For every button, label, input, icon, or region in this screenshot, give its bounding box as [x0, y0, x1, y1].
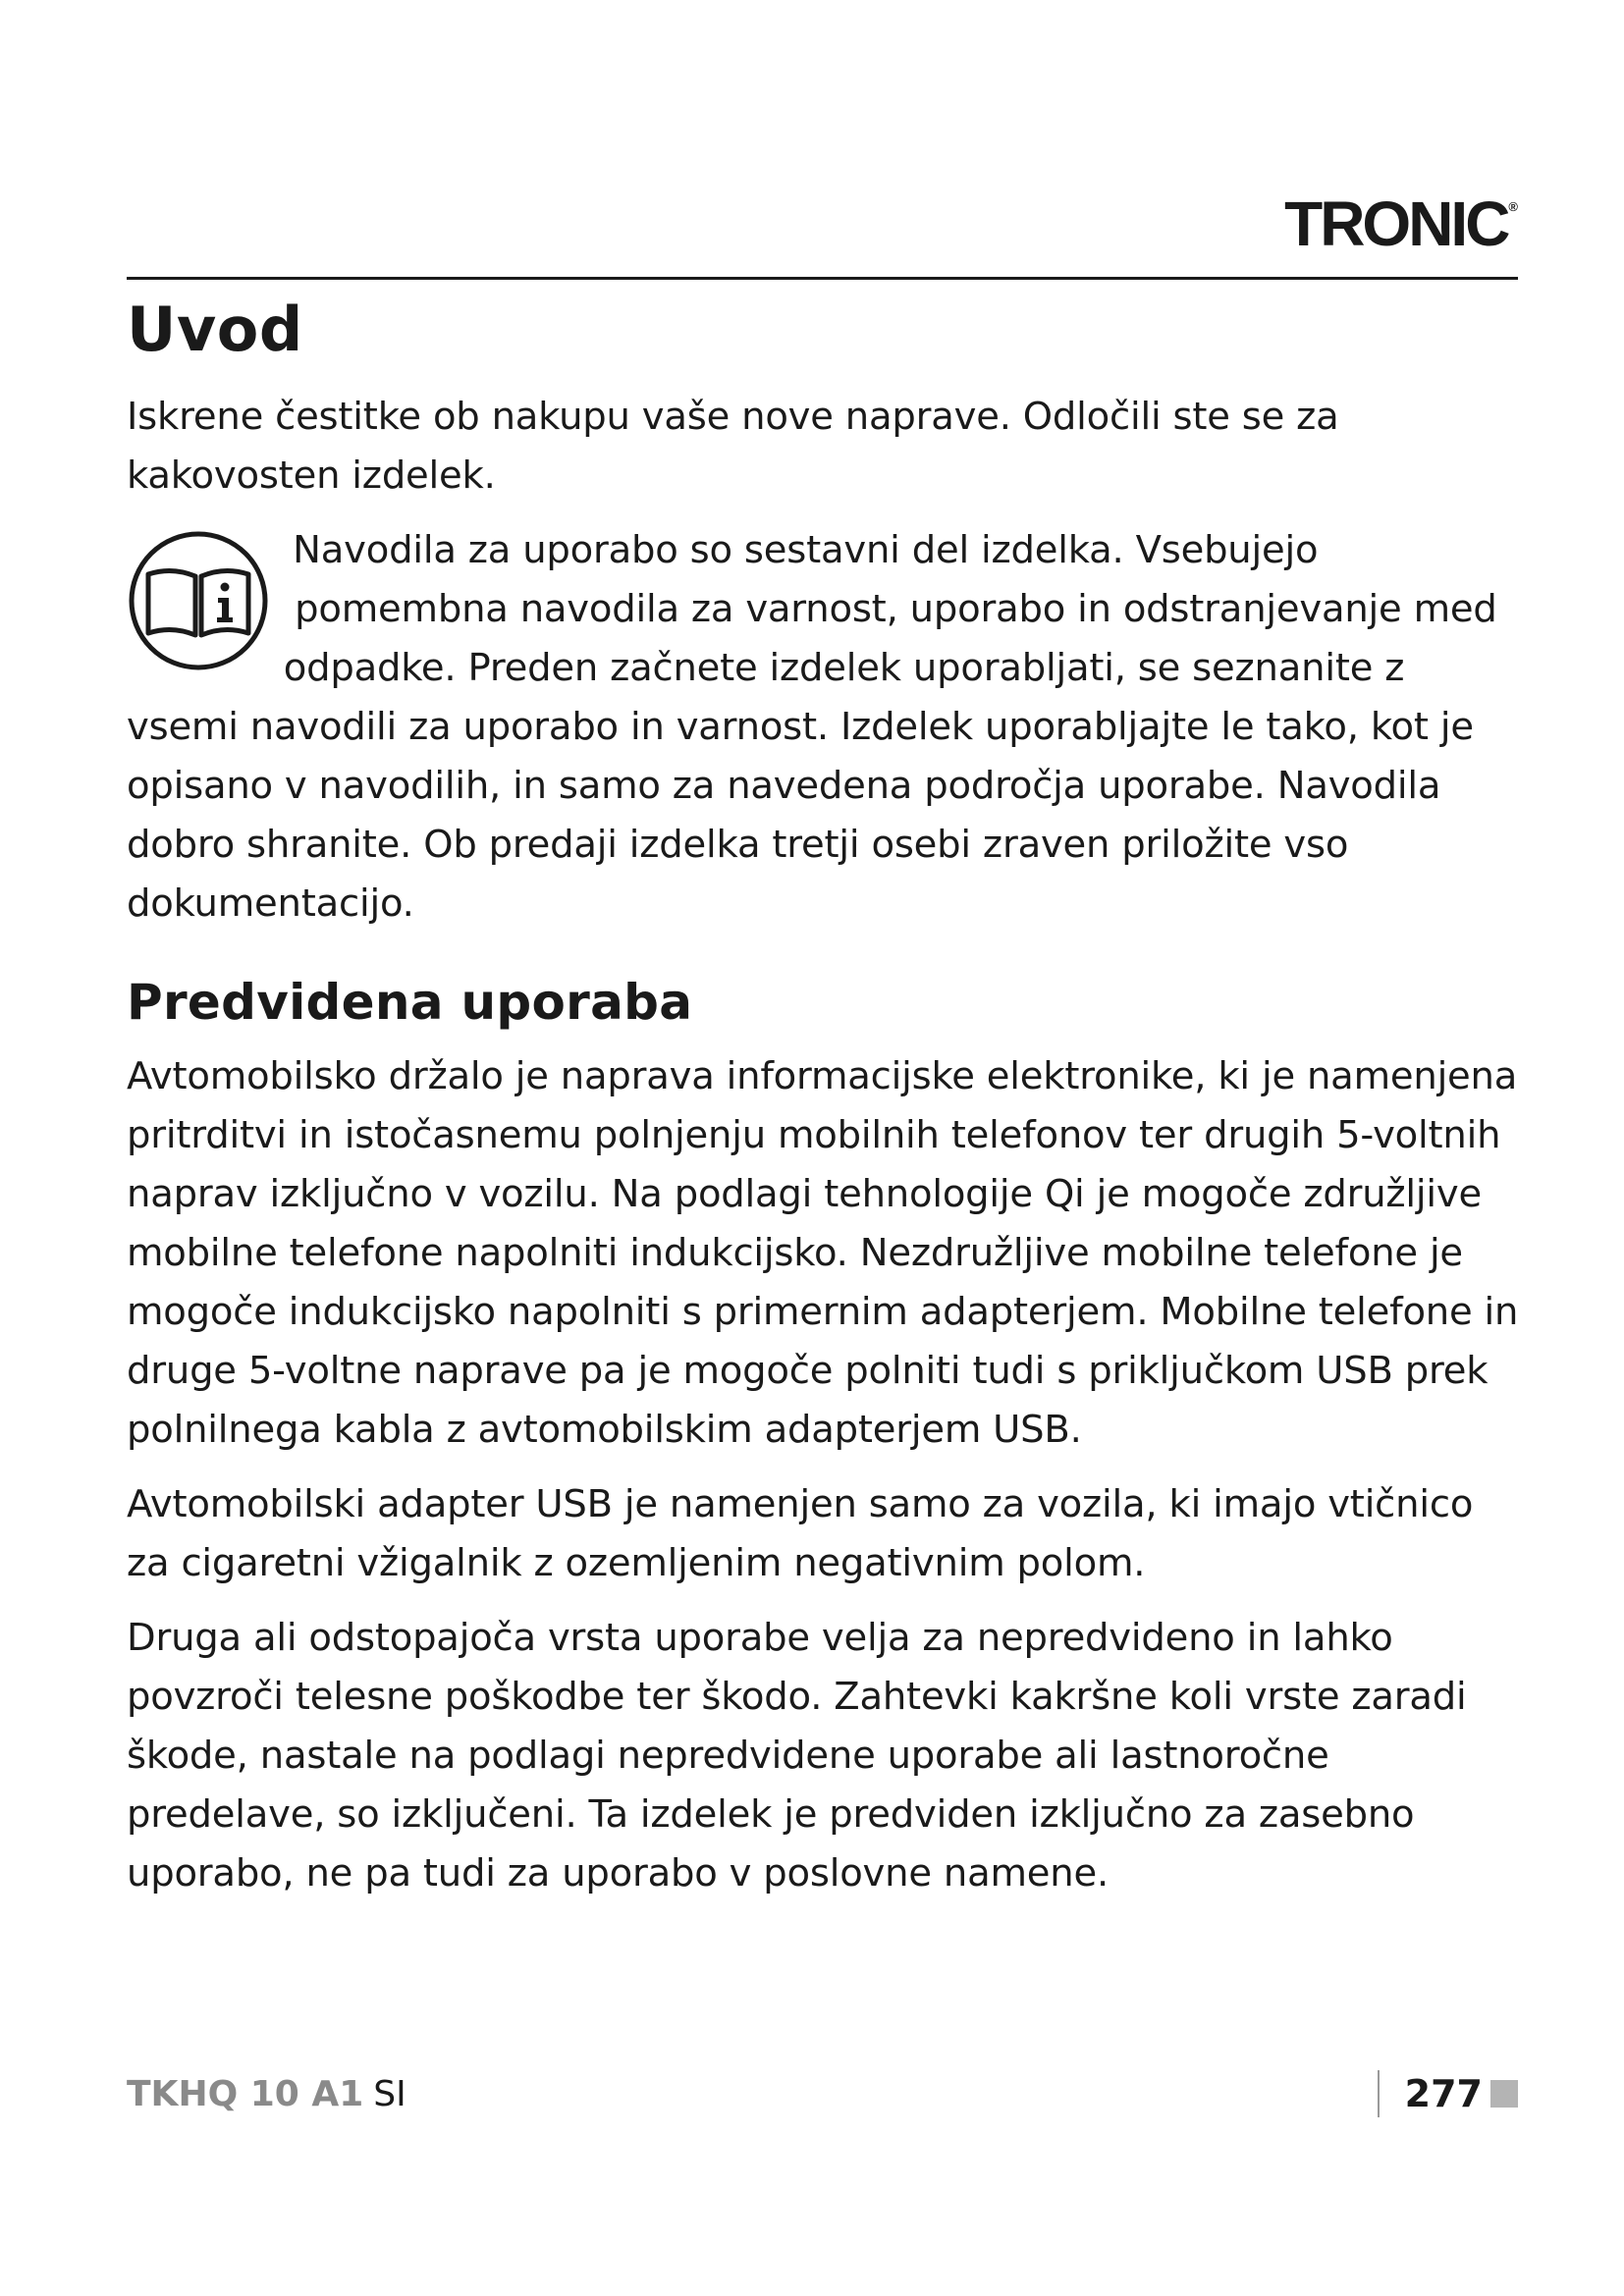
- footer-model-info: [127, 2074, 406, 2114]
- intended-use-paragraph-2: Avtomobilski adapter USB je namenjen samo za vozila, ki imajo vtičnico za cigaretni vžigalnik z ozemljenim negativnim polom.: [127, 1482, 1474, 1586]
- page-footer: [127, 2066, 1518, 2125]
- header-rule: [127, 277, 1518, 280]
- model-number: TKHQ 10 A1: [127, 2074, 364, 2114]
- tronic-logo: [1284, 188, 1518, 259]
- intended-use-paragraph-1: Avtomobilsko držalo je naprava informacijske elektronike, ki je namenjena pritrditvi in istočasnemu polnjenju mobilnih telefonov ter drugih 5-voltnih naprav izključno v vozilu. Na podlagi tehnologije Qi je mogoče združljive mobilne telefone napolniti indukcijsko. Nezdružljive mobilne telefone je mogoče indukcijsko napolniti s primernim adapterjem. Mobilne telefone in druge 5-voltne naprave pa je mogoče polniti tudi s priključkom USB prek polnilnega kabla z avtomobilskim adapterjem USB.: [127, 1054, 1519, 1453]
- page-number: 277: [1404, 2072, 1483, 2115]
- footer-page-info: [1378, 2070, 1518, 2117]
- intro-info-block: [127, 521, 1521, 934]
- intended-use-paragraph-3: Druga ali odstopajoča vrsta uporabe velja za nepredvideno in lahko povzroči telesne poškodbe ter škodo. Zahtevki kakršne koli vrste zaradi škode, nastale na podlagi nepredvidene uporabe ali lastnoročne predelave, so izključeni. Ta izdelek je predviden izključno za zasebno uporabo, ne pa tudi za uporabo v poslovne namene.: [127, 1616, 1467, 1896]
- section-title-intro: Uvod: [127, 294, 303, 365]
- footer-separator: [1378, 2070, 1380, 2117]
- manual-info-icon: [127, 527, 270, 674]
- intro-paragraph-2: Navodila za uporabo so sestavni del izdelka. Vsebujejo pomembna navodila za varnost, uporabo in odstranjevanje med odpadke. Preden začnete izdelek uporabljati, se seznanite z vsemi navodili za uporabo in varnost. Izdelek uporabljajte le tako, kot je opisano v navodilih, in samo za navedena področja uporabe. Navodila dobro shranite. Ob predaji izdelka tretji osebi zraven priložite vso dokumentacijo.: [127, 528, 1497, 927]
- intro-paragraph-1: Iskrene čestitke ob nakupu vaše nove naprave. Odločili ste se za kakovosten izdelek.: [127, 395, 1339, 499]
- language-code: SI: [373, 2074, 406, 2114]
- logo-text: TRONIC: [1284, 188, 1508, 259]
- section-title-intended-use: Predvidena uporaba: [127, 974, 693, 1032]
- page-content: [127, 294, 1521, 1919]
- registered-mark: ®: [1508, 199, 1518, 214]
- page-marker-square-icon: [1490, 2080, 1518, 2108]
